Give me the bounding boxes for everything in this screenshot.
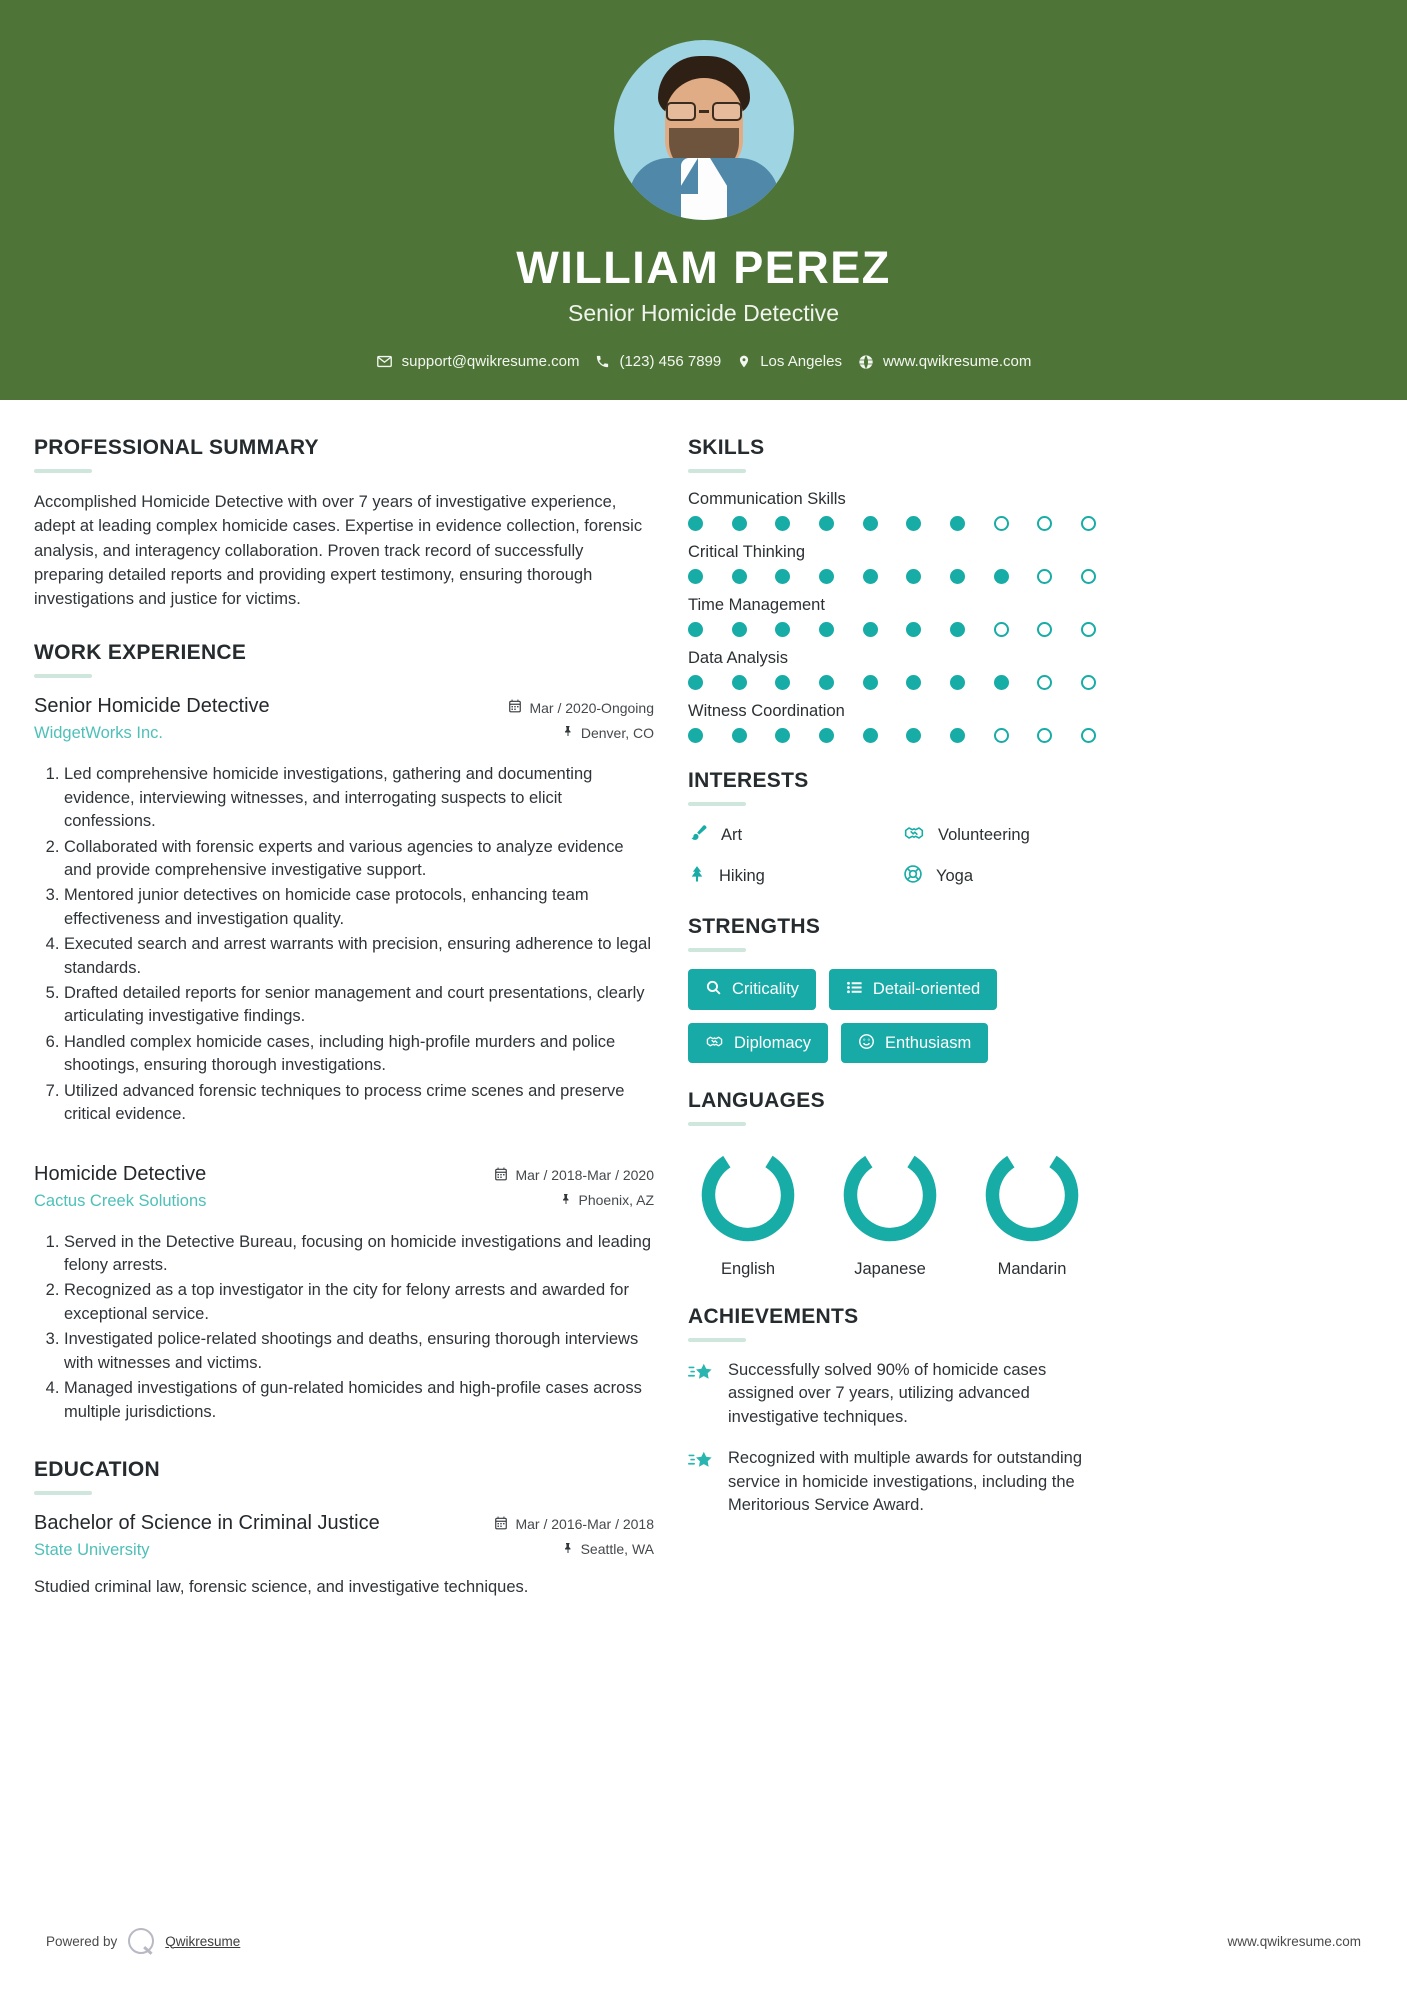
phone-icon: [595, 354, 610, 369]
list-item: 2. Recognized as a top investigator in the city for felony arrests and awarded for exceptional service.: [64, 1279, 654, 1326]
section-professional-summary: [34, 436, 654, 611]
skill-dot-empty: [1037, 675, 1052, 690]
skill-dot-empty: [1081, 516, 1096, 531]
list-item: 1. Led comprehensive homicide investigations, gathering and documenting evidence, interviewing witnesses, and interrogating suspects to elicit confessions.: [64, 763, 654, 833]
skill-dot-filled: [775, 569, 790, 584]
strength-label: Diplomacy: [734, 1033, 812, 1052]
job-location-text: Denver, CO: [580, 724, 654, 741]
strength-badge-diplomacy: [688, 1023, 828, 1064]
contact-location[interactable]: [737, 353, 842, 370]
pushpin-icon: [562, 724, 574, 741]
section-work-experience: [34, 641, 654, 1424]
skill-dot-empty: [1081, 622, 1096, 637]
language-item: [972, 1143, 1092, 1279]
job-location-text: Phoenix, AZ: [578, 1192, 654, 1209]
section-heading-interests: INTERESTS: [688, 769, 809, 792]
avatar-glasses: [664, 102, 744, 122]
contact-location-text: Los Angeles: [760, 353, 842, 370]
skill-dot-filled: [819, 675, 834, 690]
search-icon: [705, 979, 722, 1000]
language-progress-ring: [980, 1143, 1084, 1247]
calendar-icon: [508, 699, 522, 716]
degree-title: Bachelor of Science in Criminal Justice: [34, 1511, 380, 1534]
list-item: 5. Drafted detailed reports for senior management and court presentations, clearly articulating investigative findings.: [64, 982, 654, 1029]
section-rule: [34, 469, 92, 473]
section-heading-summary: PROFESSIONAL SUMMARY: [34, 436, 319, 459]
skill-label: Communication Skills: [688, 490, 846, 508]
achievement-item: [688, 1359, 1108, 1429]
qwikresume-logo-icon: [128, 1928, 154, 1954]
job-company: WidgetWorks Inc.: [34, 724, 163, 743]
left-column: [34, 436, 654, 1603]
paintbrush-icon: [688, 823, 708, 848]
skill-dot-empty: [994, 622, 1009, 637]
job-dates: [444, 699, 654, 716]
interest-item: [903, 823, 1108, 848]
job-bullets: [34, 763, 654, 1126]
skill-dot-filled: [688, 675, 703, 690]
skill-dot-filled: [906, 728, 921, 743]
section-rule: [34, 674, 92, 678]
section-rule: [688, 948, 746, 952]
skill-label: Witness Coordination: [688, 702, 845, 720]
skill-dot-filled: [863, 569, 878, 584]
interests-grid: [688, 823, 1108, 889]
skill-rating: [688, 569, 1096, 584]
section-heading-education: EDUCATION: [34, 1457, 160, 1481]
skill-label: Critical Thinking: [688, 543, 806, 561]
skill-dot-filled: [775, 622, 790, 637]
skill-dot-filled: [994, 675, 1009, 690]
languages-list: [688, 1143, 1108, 1279]
shooting-star-icon: [688, 1359, 714, 1429]
strength-label: Detail-oriented: [872, 980, 981, 998]
section-interests: [688, 769, 1108, 889]
contact-row: [0, 353, 1407, 370]
skill-rating: [688, 516, 1096, 531]
skill-row: [688, 490, 1108, 531]
job-bullets: [34, 1231, 654, 1424]
achievement-text: Successfully solved 90% of homicide cases assigned over 7 years, utilizing advanced investigative techniques.: [728, 1361, 1047, 1426]
interest-label: Yoga: [936, 867, 974, 885]
skill-dot-filled: [688, 728, 703, 743]
powered-by-label: Powered by: [46, 1933, 118, 1949]
skill-dot-filled: [950, 516, 965, 531]
skill-dot-filled: [688, 516, 703, 531]
skill-dot-empty: [1037, 516, 1052, 531]
contact-phone[interactable]: [595, 353, 721, 370]
skill-dot-filled: [732, 728, 747, 743]
contact-phone-text: (123) 456 7899: [619, 353, 722, 370]
skill-dot-filled: [950, 675, 965, 690]
skill-dot-filled: [819, 516, 834, 531]
list-item: 1. Served in the Detective Bureau, focusing on homicide investigations and leading felony arrests.: [64, 1231, 654, 1278]
lifebuoy-icon: [903, 864, 923, 889]
skills-list: [688, 490, 1108, 743]
interest-item: [688, 864, 893, 889]
skill-dot-filled: [950, 728, 965, 743]
language-label: Mandarin: [997, 1260, 1067, 1278]
right-column: [688, 436, 1108, 1603]
job-role: Senior Homicide Detective: [34, 695, 270, 718]
skill-row: [688, 649, 1108, 690]
section-rule: [34, 1491, 92, 1495]
handshake-icon: [903, 823, 925, 848]
section-heading-work: WORK EXPERIENCE: [34, 641, 247, 665]
envelope-icon: [376, 353, 393, 370]
list-item: 3. Investigated police-related shootings and deaths, ensuring thorough interviews with witnesses and victims.: [64, 1328, 654, 1375]
job-dates: [444, 1167, 654, 1184]
skill-label: Time Management: [688, 596, 825, 614]
skill-dot-filled: [906, 675, 921, 690]
skill-rating: [688, 728, 1096, 743]
job-company: Cactus Creek Solutions: [34, 1191, 207, 1210]
achievement-item: [688, 1447, 1108, 1517]
skill-dot-filled: [906, 569, 921, 584]
skill-dot-filled: [994, 569, 1009, 584]
list-item: 3. Mentored junior detectives on homicide case protocols, enhancing team effectiveness and investigation quality.: [64, 884, 654, 931]
skill-dot-filled: [863, 728, 878, 743]
achievement-text: Recognized with multiple awards for outstanding service in homicide investigations, including the Meritorious Service Award.: [728, 1449, 1083, 1515]
interest-item: [688, 823, 893, 848]
education-dates: [444, 1516, 654, 1533]
strength-badge-detail-oriented: [829, 969, 997, 1010]
skill-dot-filled: [950, 569, 965, 584]
strength-badge-criticality: [688, 969, 816, 1010]
education-dates-text: Mar / 2016-Mar / 2018: [515, 1516, 654, 1533]
skill-dot-filled: [732, 516, 747, 531]
language-item: [688, 1143, 808, 1279]
section-achievements: [688, 1305, 1108, 1518]
resume-header: [0, 0, 1407, 400]
qwikresume-brand-link[interactable]: Qwikresume: [165, 1933, 241, 1949]
list-item: 2. Collaborated with forensic experts and various agencies to analyze evidence and provide comprehensive investigative support.: [64, 836, 654, 883]
section-languages: [688, 1089, 1108, 1279]
summary-text: Accomplished Homicide Detective with over 7 years of investigative experience, adept at leading complex homicide cases. Expertise in evidence collection, forensic analysis, and interagency collaboration. Proven track record of successfully preparing detailed reports and providing expert testimony, ensuring thorough investigations and justice for victims.: [34, 493, 643, 608]
job-dates-text: Mar / 2020-Ongoing: [529, 699, 654, 716]
section-skills: [688, 436, 1108, 743]
list-item: 7. Utilized advanced forensic techniques to process crime scenes and preserve critical evidence.: [64, 1080, 654, 1127]
contact-website-text: www.qwikresume.com: [882, 353, 1032, 370]
interest-label: Hiking: [719, 867, 765, 885]
skill-rating: [688, 622, 1096, 637]
skill-dot-filled: [863, 675, 878, 690]
education-location-text: Seattle, WA: [580, 1541, 654, 1558]
skill-dot-filled: [688, 569, 703, 584]
skill-dot-filled: [950, 622, 965, 637]
avatar-collar-left: [676, 158, 698, 194]
job-dates-text: Mar / 2018-Mar / 2020: [515, 1167, 654, 1184]
school-name: State University: [34, 1540, 150, 1559]
skill-dot-empty: [1081, 728, 1096, 743]
list-item: 6. Handled complex homicide cases, including high-profile murders and police shootings, ensuring thorough investigations.: [64, 1031, 654, 1078]
skill-dot-filled: [775, 728, 790, 743]
resume-body: [0, 400, 1407, 1603]
list-icon: [846, 979, 863, 1000]
avatar-collar-right: [710, 158, 732, 194]
strength-badge-enthusiasm: [841, 1023, 988, 1064]
section-rule: [688, 1122, 746, 1126]
section-rule: [688, 802, 746, 806]
skill-dot-filled: [775, 516, 790, 531]
skill-dot-filled: [775, 675, 790, 690]
skill-dot-empty: [1081, 569, 1096, 584]
skill-dot-filled: [863, 622, 878, 637]
contact-email[interactable]: [376, 353, 580, 370]
powered-by-block: [46, 1928, 240, 1954]
interest-item: [903, 864, 1108, 889]
pushpin-icon: [560, 1192, 572, 1209]
section-strengths: [688, 915, 1108, 1063]
education-entry: [34, 1512, 654, 1599]
skill-dot-filled: [819, 569, 834, 584]
strength-label: Criticality: [732, 980, 799, 998]
tree-icon: [688, 864, 706, 889]
section-rule: [688, 469, 746, 473]
section-rule: [688, 1338, 746, 1342]
contact-email-text: support@qwikresume.com: [401, 353, 580, 370]
skill-dot-filled: [732, 675, 747, 690]
skill-row: [688, 702, 1108, 743]
strengths-list: [688, 969, 1108, 1063]
job-location: [444, 1192, 654, 1209]
calendar-icon: [494, 1516, 508, 1533]
list-item: 4. Managed investigations of gun-related homicides and high-profile cases across multiple jurisdictions.: [64, 1377, 654, 1424]
page-title: WILLIAM PEREZ: [516, 242, 891, 293]
footer-website[interactable]: www.qwikresume.com: [1227, 1933, 1361, 1949]
work-entry: [34, 695, 654, 1126]
globe-icon: [858, 354, 874, 370]
skill-dot-empty: [1037, 728, 1052, 743]
skill-dot-empty: [994, 728, 1009, 743]
skill-dot-filled: [819, 728, 834, 743]
skill-dot-empty: [994, 516, 1009, 531]
interest-label: Art: [721, 826, 743, 844]
language-label: English: [720, 1260, 776, 1278]
skill-dot-filled: [819, 622, 834, 637]
strength-label: Enthusiasm: [885, 1033, 972, 1052]
skill-dot-filled: [688, 622, 703, 637]
education-meta: [444, 1512, 654, 1566]
skill-dot-filled: [732, 569, 747, 584]
skill-dot-filled: [863, 516, 878, 531]
skill-rating: [688, 675, 1096, 690]
language-item: [830, 1143, 950, 1279]
header-subtitle: Senior Homicide Detective: [567, 300, 839, 326]
page-footer: [0, 1928, 1407, 1990]
skill-row: [688, 596, 1108, 637]
job-meta: [444, 695, 654, 749]
education-location: [444, 1541, 654, 1558]
calendar-icon: [494, 1167, 508, 1184]
contact-website[interactable]: [858, 353, 1031, 370]
work-entry: [34, 1163, 654, 1424]
job-role: Homicide Detective: [34, 1162, 207, 1185]
list-item: 4. Executed search and arrest warrants with precision, ensuring adherence to legal standards.: [64, 933, 654, 980]
handshake-icon: [705, 1033, 724, 1054]
section-heading-languages: LANGUAGES: [688, 1089, 825, 1112]
skill-dot-empty: [1037, 622, 1052, 637]
section-heading-achievements: ACHIEVEMENTS: [688, 1305, 859, 1328]
section-heading-strengths: STRENGTHS: [688, 915, 821, 938]
language-progress-ring: [838, 1143, 942, 1247]
section-heading-skills: SKILLS: [688, 436, 765, 459]
skill-dot-filled: [906, 622, 921, 637]
smiley-icon: [858, 1033, 875, 1054]
avatar: [614, 40, 794, 220]
language-label: Japanese: [854, 1260, 926, 1278]
skill-row: [688, 543, 1108, 584]
skill-dot-empty: [1037, 569, 1052, 584]
map-pin-icon: [737, 353, 751, 370]
shooting-star-icon: [688, 1447, 714, 1517]
interest-label: Volunteering: [938, 826, 1030, 844]
skill-dot-filled: [906, 516, 921, 531]
skill-label: Data Analysis: [688, 649, 788, 667]
job-meta: [444, 1163, 654, 1217]
language-progress-ring: [696, 1143, 800, 1247]
skill-dot-empty: [1081, 675, 1096, 690]
skill-dot-filled: [732, 622, 747, 637]
job-location: [444, 724, 654, 741]
section-education: [34, 1458, 654, 1599]
pushpin-icon: [562, 1541, 574, 1558]
education-description: Studied criminal law, forensic science, and investigative techniques.: [34, 1577, 529, 1596]
